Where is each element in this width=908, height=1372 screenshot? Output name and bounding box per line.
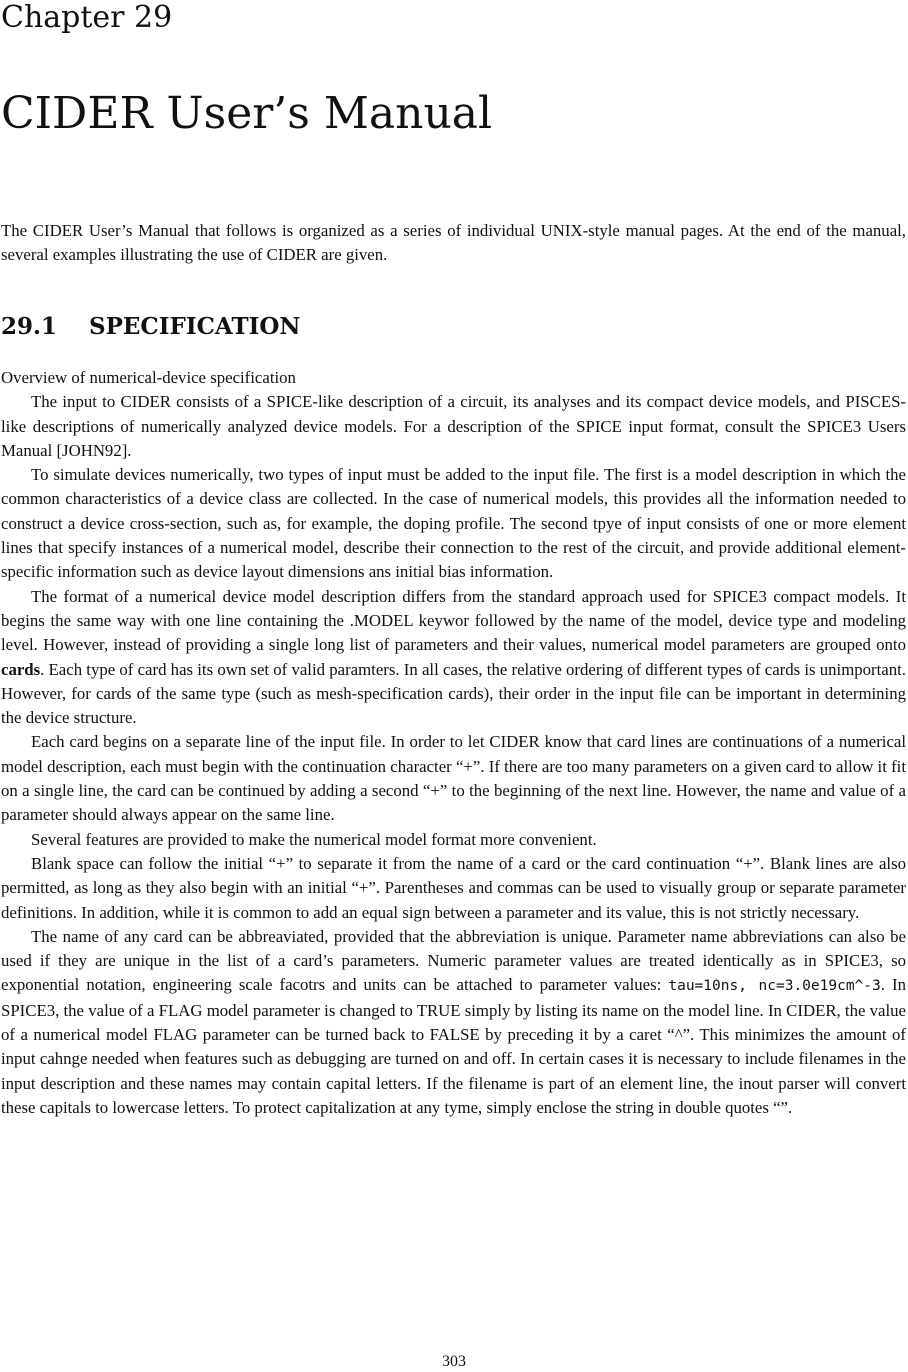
section-heading	[1, 310, 300, 344]
section-body	[1, 366, 906, 1120]
paragraph-card-continuation: Each card begins on a separate line of the input file. In order to let CIDER know that card lines are continuations of a numerical model description, each must begin with the continuation character “+”. If there are too many parameters on a given card to allow it fit on a single line, the card can be continued by adding a second “+” to the beginning of the next line. However, the name and value of a parameter should always appear on the same line.	[1, 732, 906, 825]
paragraph-model-format	[1, 585, 906, 731]
page-number: 303	[442, 1353, 466, 1370]
bold-term-cards: cards	[1, 659, 41, 679]
section-title: SPECIFICATION	[89, 313, 301, 340]
chapter-title: CIDER User’s Manual	[1, 88, 493, 139]
paragraph-input-description: The input to CIDER consists of a SPICE-like description of a circuit, its analyses and its compact device models, and PISCES-like descriptions of numerically analyzed device models. For a description of the SPICE input format, consult the SPICE3 Users Manual [JOHN92].	[1, 392, 906, 460]
section-number: 29.1	[1, 313, 58, 340]
chapter-label: Chapter 29	[1, 0, 173, 35]
intro-paragraph: The CIDER User’s Manual that follows is organized as a series of individual UNIX-style manual pages. At the end of the manual, several examples illustrating the use of CIDER are given.	[1, 221, 906, 265]
paragraph-text: The format of a numerical device model description differs from the standard approach used for SPICE3 compact models. It begins the same way with one line containing the .MODEL keywor followed by the name of the model, device type and modeling level. However, instead of providing a single long list of parameters and their values, numerical model parameters are grouped onto	[1, 586, 906, 655]
paragraph-blank-space: Blank space can follow the initial “+” to separate it from the name of a card or the card continuation “+”. Blank lines are also permitted, as long as they also begin with an initial “+”. Parentheses and commas can be used to visually group or separate parameter definitions. In addition, while it is common to add an equal sign between a parameter and its value, this is not strictly necessary.	[1, 853, 906, 922]
paragraph-features: Several features are provided to make the numerical model format more convenient.	[31, 829, 597, 849]
paragraph-text: . Each type of card has its own set of valid paramters. In all cases, the relative ordering of different types of cards is unimportant. However, for cards of the same type (such as mesh-specification cards), their order in the input file can be important in determining the device structure.	[1, 659, 906, 728]
overview-heading: Overview of numerical-device specification	[1, 368, 296, 387]
paragraph-text: The name of any card can be abbreaviated, provided that the abbreviation is unique. Parameter name abbreviations can also be used if they are unique in the list of a card’s parameters. Numeric parameter values are treated identically as in SPICE3, so exponential notation, engineering scale facotrs and units can be attached to parameter values:	[1, 926, 906, 995]
paragraph-abbreviations	[1, 925, 906, 1120]
paragraph-input-types: To simulate devices numerically, two types of input must be added to the input file. The first is a model description in which the common characteristics of a device class are collected. In the case of numerical models, this provides all the information needed to construct a device cross-section, such as, for example, the doping profile. The second tpye of input consists of one or more element lines that specify instances of a numerical model, describe their connection to the rest of the circuit, and provide additional element-specific information such as device layout dimensions ans initial bias information.	[1, 465, 906, 582]
code-example: tau=10ns, nc=3.0e19cm^-3	[668, 978, 881, 995]
paragraph-text: . In SPICE3, the value of a FLAG model parameter is changed to TRUE simply by listing its name on the model line. In CIDER, the value of a numerical model FLAG parameter can be turned back to FALSE by preceding it by a caret “^”. This minimizes the amount of input cahnge needed when features such as debugging are turned on and off. In certain cases it is necessary to include filenames in the input description and these names may contain capital letters. If the filename is part of an element line, the inout parser will convert these capitals to lowercase letters. To protect capitalization at any tyme, simply enclose the string in double quotes “”.	[1, 975, 906, 1117]
